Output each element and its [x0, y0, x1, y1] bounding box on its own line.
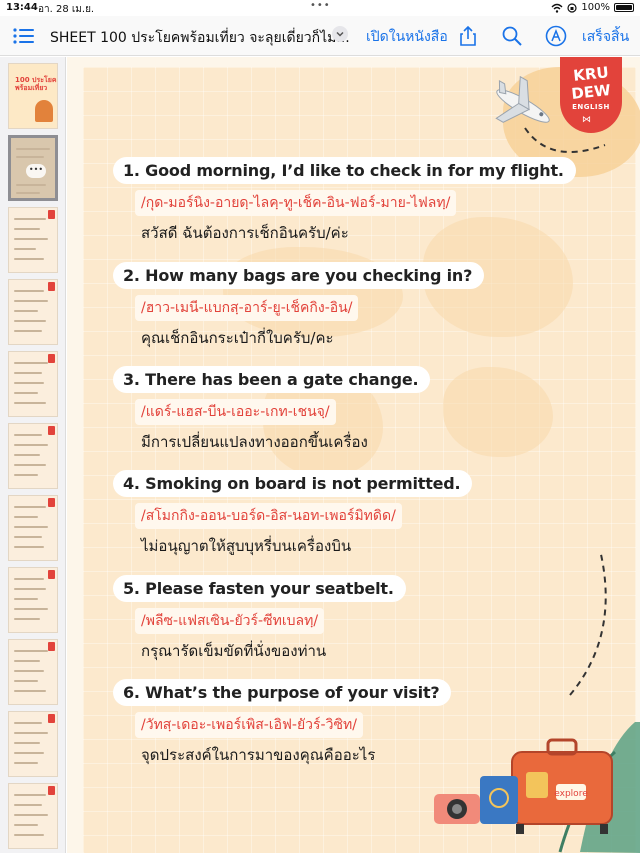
world-map-shape: [443, 367, 553, 457]
thumbnail-title: 100 ประโยค พร้อมเที่ยว: [15, 76, 57, 92]
wifi-icon: [551, 3, 563, 13]
phrase-english: 1. Good morning, I’d like to check in for my flight.: [113, 157, 576, 184]
phrase-item-4: [113, 470, 472, 558]
document-title[interactable]: SHEET 100 ประโยคพร้อมเที่ยว จะลุยเดี่ยวก็ไม่...: [50, 30, 350, 46]
phrase-english: 5. Please fasten your seatbelt.: [113, 575, 406, 602]
page-thumbnail-7[interactable]: [8, 495, 58, 561]
phrase-item-6: [113, 679, 451, 767]
status-time: 13:44: [6, 2, 38, 13]
phrase-phonetic: /กุด-มอร์นิง-อายดฺ-ไลคฺ-ทู-เช็ค-อิน-ฟอร์-มาย-ไฟลทฺ/: [135, 190, 456, 216]
orientation-lock-icon: [567, 3, 577, 13]
page-thumbnail-6[interactable]: [8, 423, 58, 489]
toolbar: [0, 16, 640, 56]
status-date: อา. 28 เม.ย.: [38, 4, 95, 15]
done-button[interactable]: เสร็จสิ้น: [582, 29, 630, 45]
decorative-dashes: [560, 545, 620, 705]
page-thumbnail-9[interactable]: [8, 639, 58, 705]
search-icon[interactable]: [501, 25, 523, 47]
phrase-english: 6. What’s the purpose of your visit?: [113, 679, 451, 706]
status-right: [551, 2, 634, 13]
page-thumbnail-5[interactable]: [8, 351, 58, 417]
phrase-english: 4. Smoking on board is not permitted.: [113, 470, 472, 497]
battery-percent: 100%: [581, 2, 610, 13]
page-thumbnail-10[interactable]: [8, 711, 58, 777]
battery-icon: [614, 3, 634, 12]
phrase-thai: มีการเปลี่ยนแปลงทางออกขึ้นเครื่อง: [141, 433, 368, 451]
phrase-english: 3. There has been a gate change.: [113, 366, 430, 393]
page-thumbnail-2[interactable]: [8, 135, 58, 201]
page-thumbnail-8[interactable]: [8, 567, 58, 633]
status-bar: [0, 0, 640, 16]
open-in-books-button[interactable]: เปิดในหนังสือ: [366, 29, 448, 45]
travel-luggage-illustration: [430, 712, 640, 853]
phrase-english: 2. How many bags are you checking in?: [113, 262, 484, 289]
page-thumbnail-1[interactable]: [8, 63, 58, 129]
brand-line-1: KRU: [572, 63, 610, 85]
multitask-dots[interactable]: •••: [310, 0, 331, 11]
page-thumbnail-11[interactable]: [8, 783, 58, 849]
phrase-thai: กรุณารัดเข็มขัดที่นั่งของท่าน: [141, 642, 327, 660]
phrase-thai: จุดประสงค์ในการมาของคุณคืออะไร: [141, 746, 376, 764]
phrase-phonetic: /แดร์-แฮส-บีน-เออะ-เกท-เชนจฺ/: [135, 399, 336, 425]
phrase-phonetic: /พลีซ-แฟสเซิน-ยัวร์-ซีทเบลทฺ/: [135, 608, 324, 634]
phrase-thai: คุณเช็กอินกระเป๋ากี่ใบครับ/คะ: [141, 329, 334, 347]
brand-line-2: DEW: [570, 80, 612, 104]
markup-pen-icon[interactable]: [545, 25, 567, 47]
sticker-text: explore: [554, 789, 588, 799]
phrase-phonetic: /วัทสฺ-เดอะ-เพอร์เพิส-เอิฟ-ยัวร์-วิซิท/: [135, 712, 363, 738]
chevron-down-icon[interactable]: [332, 26, 348, 42]
phrase-phonetic: /สโมกกิง-ออน-บอร์ด-อิส-นอท-เพอร์มิทดิด/: [135, 503, 402, 529]
thumbnail-sidebar[interactable]: [0, 57, 66, 853]
share-icon[interactable]: [457, 25, 479, 47]
phrase-item-3: [113, 366, 430, 454]
brand-logo: [560, 57, 622, 133]
brand-line-3: ENGLISH: [572, 103, 610, 111]
phrase-item-1: [113, 157, 576, 245]
phrase-thai: สวัสดี ฉันต้องการเช็กอินครับ/ค่ะ: [141, 224, 349, 242]
phrase-item-2: [113, 262, 484, 350]
page-thumbnail-3[interactable]: [8, 207, 58, 273]
phrase-phonetic: /ฮาว-เมนี-แบกสฺ-อาร์-ยู-เช็คกิง-อิน/: [135, 295, 358, 321]
page-thumbnail-4[interactable]: [8, 279, 58, 345]
phrase-item-5: [113, 575, 406, 663]
bowtie-icon: ⋈: [582, 115, 591, 125]
list-icon[interactable]: [12, 25, 36, 47]
thumbnail-more-badge[interactable]: •••: [26, 164, 46, 178]
phrase-thai: ไม่อนุญาตให้สูบบุหรี่บนเครื่องบิน: [141, 537, 352, 555]
